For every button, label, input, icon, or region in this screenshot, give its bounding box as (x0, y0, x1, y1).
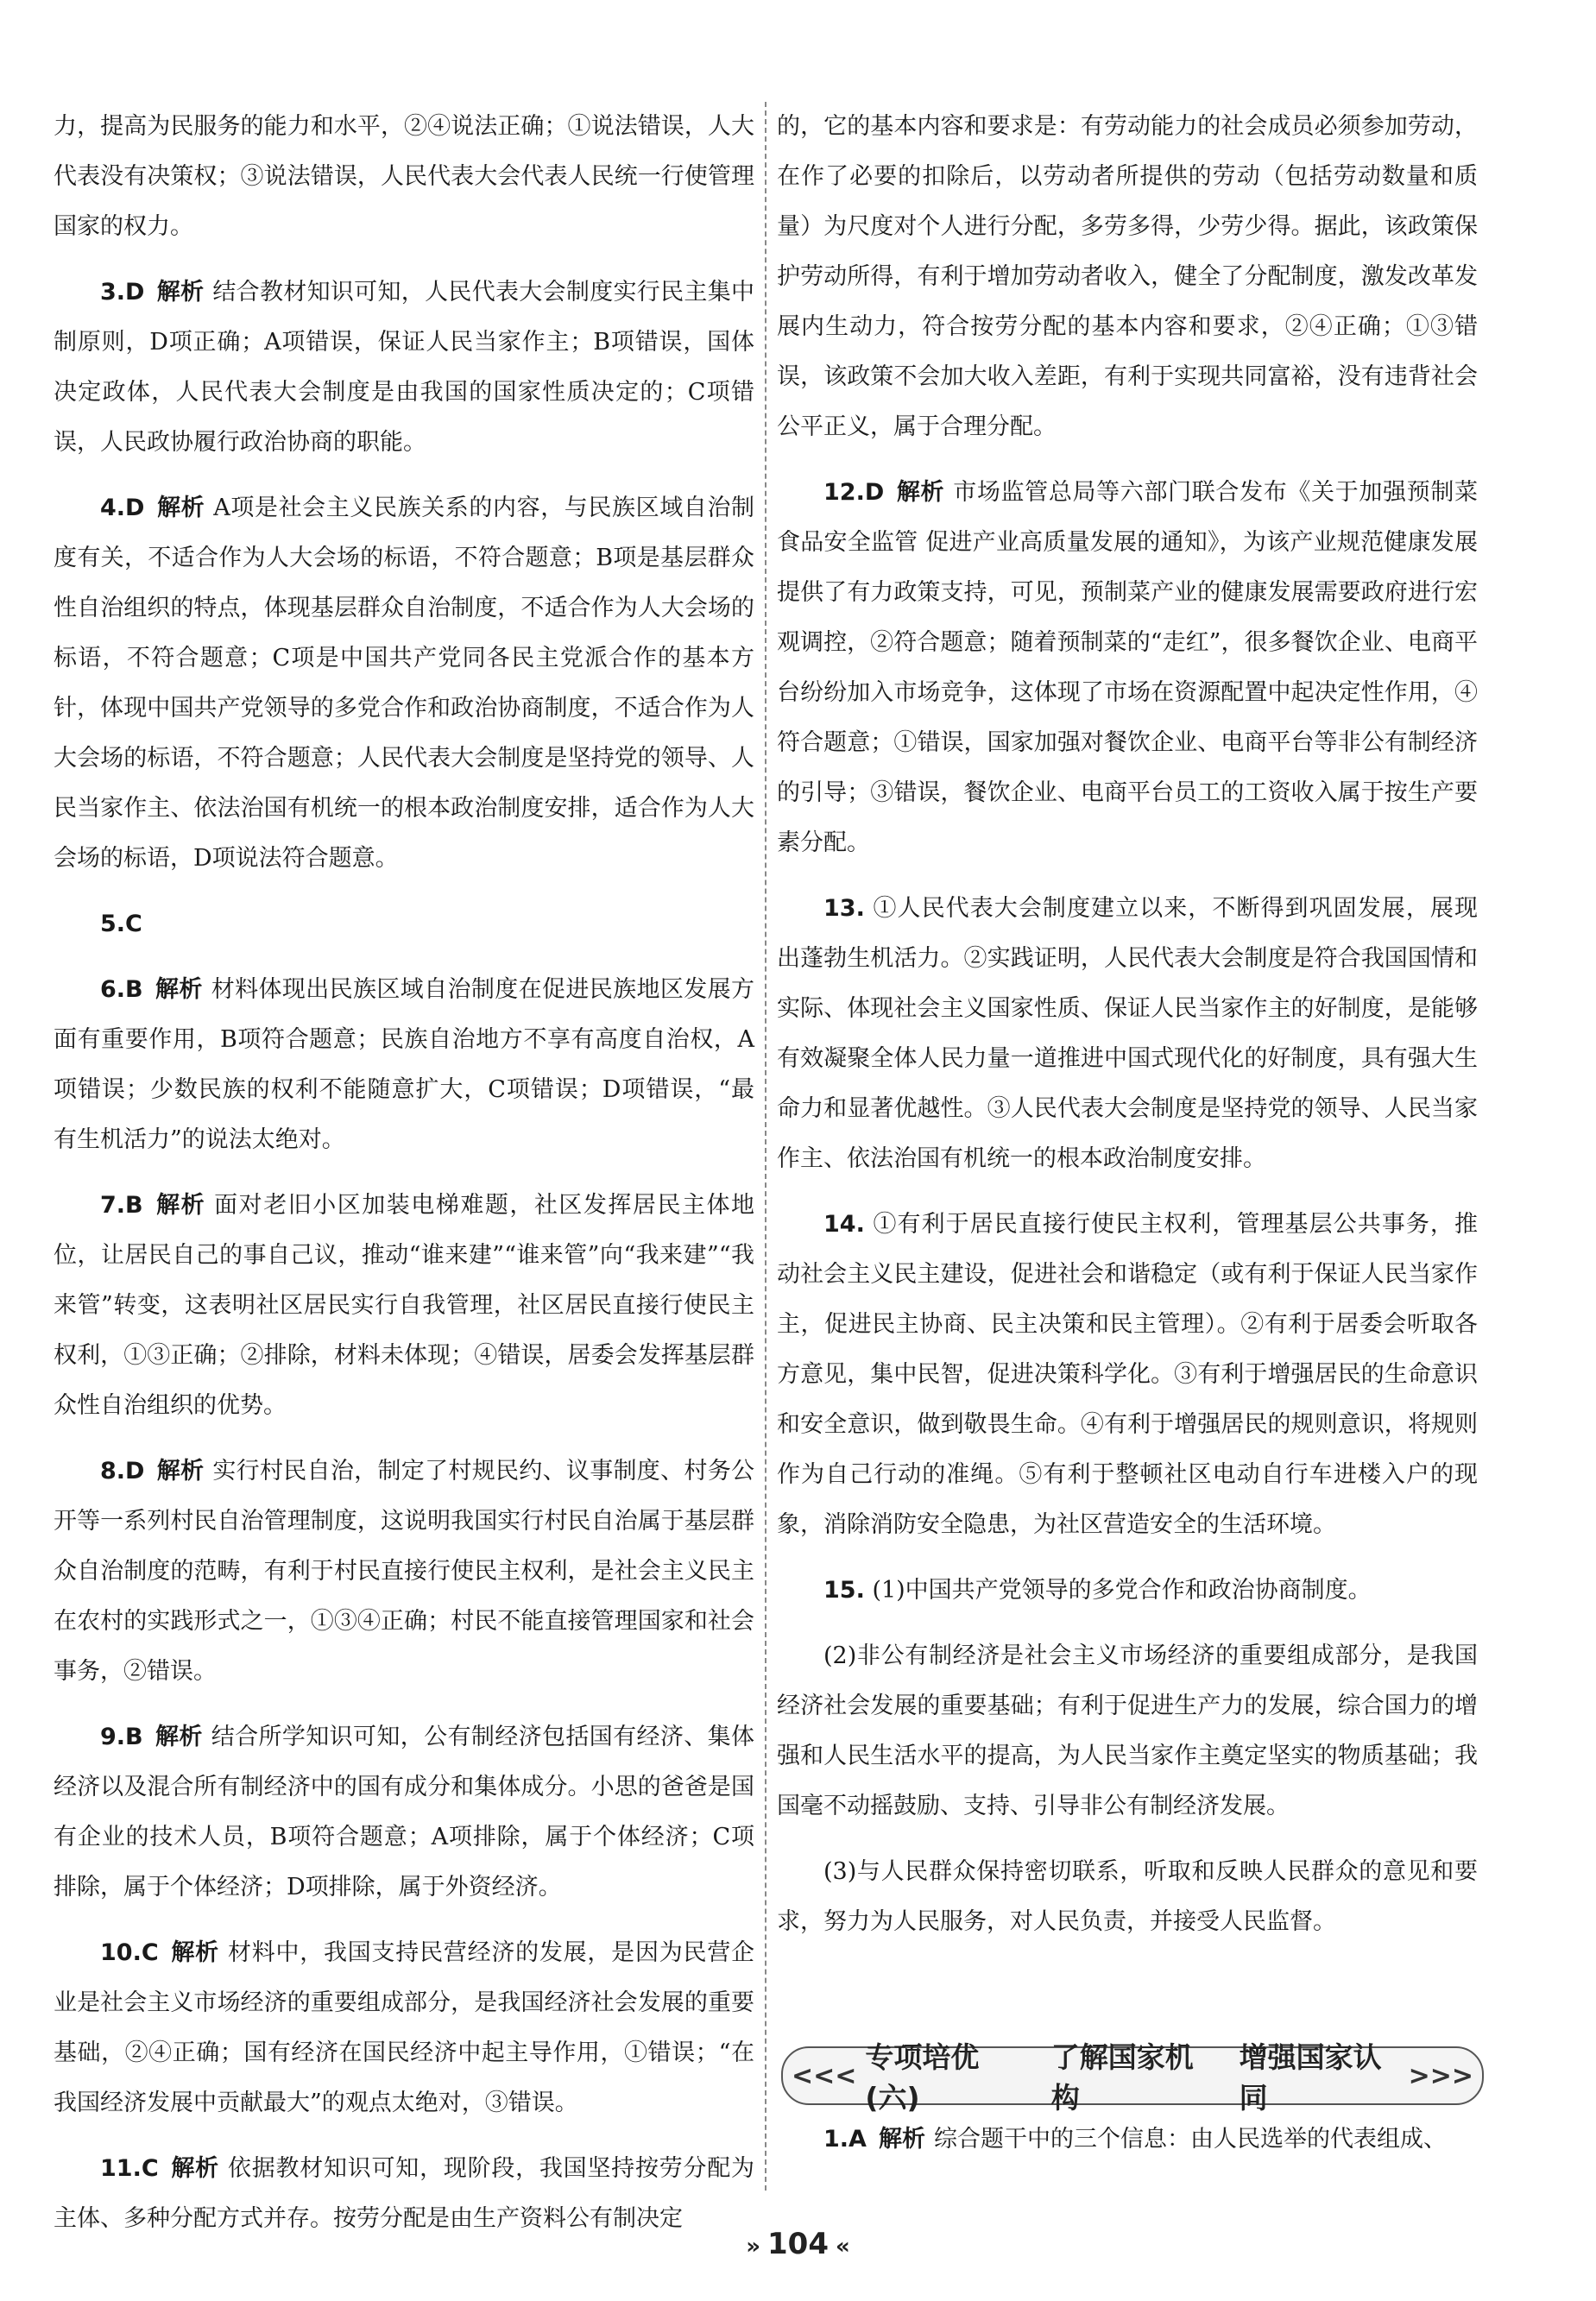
answer-number: 8.D (100, 1458, 145, 1485)
answer-item (777, 468, 1478, 868)
answer-text: 依据教材知识可知，现阶段，我国坚持按劳分配为主体、多种分配方式并存。按劳分配是由生产资料公有制决定 (54, 2155, 755, 2232)
answer-number: 9.B (100, 1724, 143, 1750)
answer-number: 13. (823, 895, 865, 922)
page-deco-right: « (835, 2234, 850, 2260)
answer-number: 11.C (100, 2155, 159, 2182)
answer-item (777, 884, 1478, 1184)
answer-text: (1)中国共产党领导的多党合作和政治协商制度。 (872, 1577, 1372, 1604)
answer-number: 6.B (100, 976, 143, 1003)
answer-item (54, 483, 754, 884)
right-arrows-icon: >>> (1408, 2060, 1474, 2091)
answer-text: 材料中，我国支持民营经济的发展，是因为民营企业是社会主义市场经济的重要组成部分，是我国经济社会发展的重要基础，②④正确；国有经济在国民经济中起主导作用，①错误；“在我国经济发展中贡献最大”的观点太绝对，③错误。 (54, 1939, 755, 2116)
answer-text: ①有利于居民直接行使民主权利，管理基层公共事务，推动社会主义民主建设，促进社会和谐稳定（或有利于保证人民当家作主，促进民主协商、民主决策和民主管理）。②有利于居委会听取各方意见，集中民智，促进决策科学化。③有利于增强居民的生命意识和安全意识，做到敬畏生命。④有利于增强居民的规则意识，将规则作为自己行动的准绳。⑤有利于整顿社区电动自行车进楼入户的现象，消除消防安全隐患，为社区营造安全的生活环境。 (777, 1211, 1478, 1538)
analysis-tag: 解析 (156, 495, 205, 521)
answer-text: ①人民代表大会制度建立以来，不断得到巩固发展，展现出蓬勃生机活力。②实践证明，人民代表大会制度是符合我国国情和实际、体现社会主义国家性质、保证人民当家作主的好制度，是能够有效凝聚全体人民力量一道推进中国式现代化的好制度，具有强大生命力和显著优越性。③人民代表大会制度是坚持党的领导、人民当家作主、依法治国有机统一的根本政治制度安排。 (777, 895, 1478, 1172)
answer-text: A项是社会主义民族关系的内容，与民族区域自治制度有关，不适合作为人大会场的标语，不符合题意；B项是基层群众性自治组织的特点，体现基层群众自治制度，不适合作为人大会场的标语，不符合题意；C项是中国共产党同各民主党派合作的基本方针，体现中国共产党领导的多党合作和政治协商制度，不适合作为人大会场的标语，不符合题意；人民代表大会制度是坚持党的领导、人民当家作主、依法治国有机统一的根本政治制度安排，适合作为人大会场的标语，D项说法符合题意。 (54, 495, 755, 872)
answer-number: 7.B (100, 1192, 143, 1219)
analysis-tag: 解析 (156, 279, 205, 306)
answer-number: 12.D (823, 479, 885, 506)
answer-text: 力，提高为民服务的能力和水平，②④说法正确；①说法错误，人大代表没有决策权；③说法错误，人民代表大会代表人民统一行使管理国家的权力。 (54, 113, 754, 240)
section-title-part3: 增强国家认同 (1239, 2040, 1382, 2115)
column-divider (765, 102, 766, 2191)
left-arrows-icon: <<< (792, 2060, 857, 2091)
analysis-tag: 解析 (896, 479, 945, 506)
answer-item (777, 1631, 1478, 1831)
answer-item (777, 2115, 1478, 2165)
section-title-part2: 了解国家机构 (1050, 2040, 1194, 2115)
answer-text: 的，它的基本内容和要求是：有劳动能力的社会成员必须参加劳动，在作了必要的扣除后，以劳动者所提供的劳动（包括劳动数量和质量）为尺度对个人进行分配，多劳多得，少劳少得。据此，该政策保护劳动所得，有利于增加劳动者收入，健全了分配制度，激发改革发展内生动力，符合按劳分配的基本内容和要求，②④正确；①③错误，该政策不会加大收入差距，有利于实现共同富裕，没有违背社会公平正义，属于合理分配。 (777, 113, 1478, 440)
answer-number: 1.A (823, 2126, 867, 2153)
answer-item (54, 1447, 754, 1697)
answer-item (777, 1847, 1478, 1947)
right-column (777, 102, 1478, 1947)
section-header (781, 2040, 1484, 2115)
answer-text: 结合所学知识可知，公有制经济包括国有经济、集体经济以及混合所有制经济中的国有成分和集体成分。小思的爸爸是国有企业的技术人员，B项符合题意；A项排除，属于个体经济；C项排除，属于个体经济；D项排除，属于外资经济。 (54, 1724, 754, 1901)
answer-number: 3.D (100, 279, 145, 306)
answer-text: (3)与人民群众保持密切联系，听取和反映人民群众的意见和要求，努力为人民服务，对人民负责，并接受人民监督。 (777, 1858, 1478, 1935)
answer-text: 结合教材知识可知，人民代表大会制度实行民主集中制原则，D项正确；A项错误，保证人民当家作主；B项错误，国体决定政体，人民代表大会制度是由我国的国家性质决定的；C项错误，人民政协履行政治协商的职能。 (54, 279, 755, 456)
analysis-tag: 解析 (170, 2155, 219, 2182)
answer-item (54, 1181, 754, 1431)
answer-item (777, 1566, 1478, 1616)
answer-text: 面对老旧小区加装电梯难题，社区发挥居民主体地位，让居民自己的事自己议，推动“谁来建”“谁来管”向“我来建”“我来管”转变，这表明社区居民实行自我管理，社区居民直接行使民主权利，①③正确；②排除，材料未体现；④错误，居委会发挥基层群众性自治组织的优势。 (54, 1192, 754, 1419)
section-title-part1: 专项培优(六) (865, 2040, 980, 2115)
answer-item (777, 1200, 1478, 1550)
continued-paragraph (54, 102, 754, 252)
continued-paragraph (777, 102, 1478, 452)
answer-number: 15. (823, 1577, 865, 1604)
answer-item (54, 268, 754, 468)
answer-text: 材料体现出民族区域自治制度在促进民族地区发展方面有重要作用，B项符合题意；民族自治地方不享有高度自治权，A项错误；少数民族的权利不能随意扩大，C项错误；D项错误，“最有生机活力”的说法太绝对。 (54, 976, 754, 1153)
analysis-tag: 解析 (155, 1192, 206, 1219)
page-deco-left: » (746, 2234, 760, 2260)
analysis-tag: 解析 (878, 2126, 925, 2153)
left-column (54, 102, 754, 2244)
post-header-answer (777, 2115, 1478, 2165)
answer-text: 实行村民自治，制定了村规民约、议事制度、村务公开等一系列村民自治管理制度，这说明我国实行村民自治属于基层群众自治制度的范畴，有利于村民直接行使民主权利，是社会主义民主在农村的实践形式之一，①③④正确；村民不能直接管理国家和社会事务，②错误。 (54, 1458, 755, 1685)
analysis-tag: 解析 (170, 1939, 219, 1966)
answer-item (54, 965, 754, 1165)
answer-number: 10.C (100, 1939, 159, 1966)
page-number-value: 104 (767, 2227, 829, 2261)
answer-number: 14. (823, 1211, 865, 1238)
answer-item (54, 1928, 754, 2128)
answer-item (54, 1712, 754, 1913)
analysis-tag: 解析 (155, 1724, 203, 1750)
answer-number: 4.D (100, 495, 145, 521)
answer-text: 市场监管总局等六部门联合发布《关于加强预制菜食品安全监管 促进产业高质量发展的通知》，为该产业规范健康发展提供了有力政策支持，可见，预制菜产业的健康发展需要政府进行宏观调控，②符合题意；随着预制菜的“走红”，很多餐饮企业、电商平台纷纷加入市场竞争，这体现了市场在资源配置中起决定性作用，④符合题意；①错误，国家加强对餐饮企业、电商平台等非公有制经济的引导；③错误，餐饮企业、电商平台员工的工资收入属于按生产要素分配。 (777, 479, 1478, 856)
answer-text: 综合题干中的三个信息：由人民选举的代表组成、 (933, 2126, 1447, 2153)
analysis-tag: 解析 (156, 1458, 205, 1485)
answer-number: 5.C (100, 911, 142, 937)
analysis-tag: 解析 (155, 976, 203, 1003)
page-number (0, 2227, 1596, 2261)
answer-item (54, 899, 754, 949)
answer-text: (2)非公有制经济是社会主义市场经济的重要组成部分，是我国经济社会发展的重要基础；有利于促进生产力的发展，综合国力的增强和人民生活水平的提高，为人民当家作主奠定坚实的物质基础；我国毫不动摇鼓励、支持、引导非公有制经济发展。 (777, 1642, 1478, 1819)
